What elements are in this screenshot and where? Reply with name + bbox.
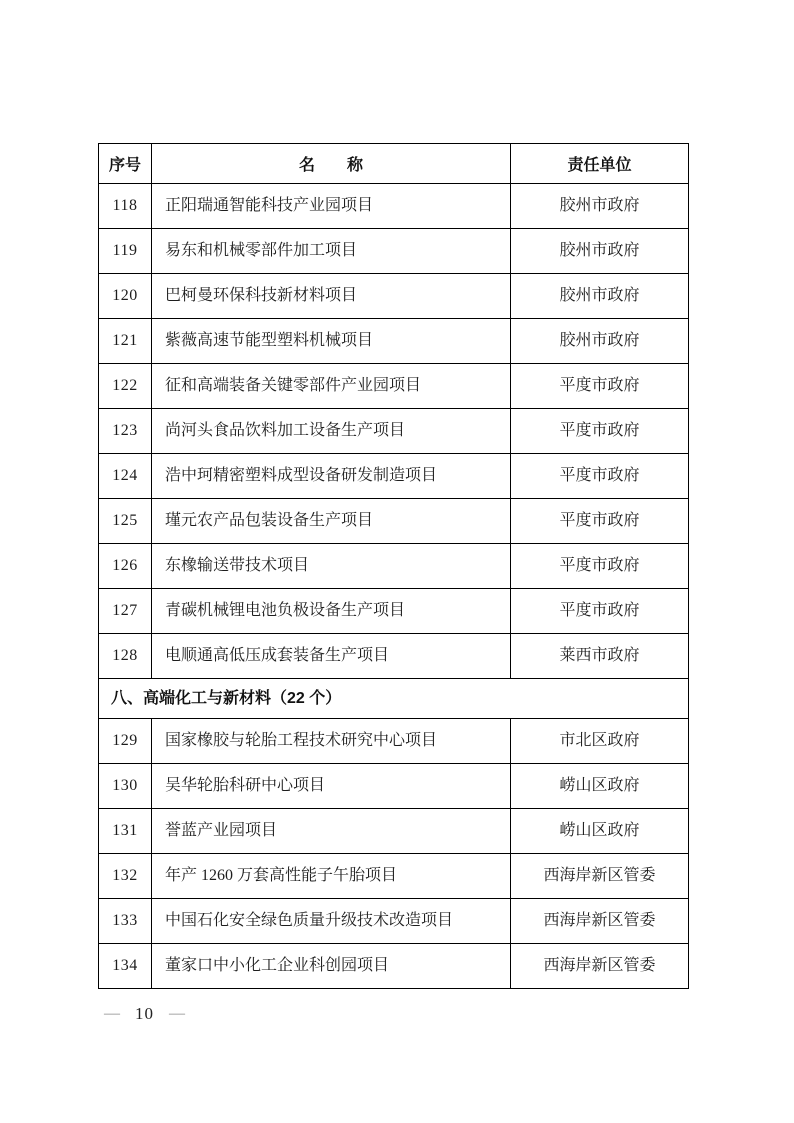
serial-cell: 127: [99, 589, 152, 634]
name-cell: 年产 1260 万套高性能子午胎项目: [152, 854, 511, 899]
projects-table: [98, 143, 689, 989]
unit-cell: 莱西市政府: [511, 634, 689, 679]
unit-cell: 胶州市政府: [511, 229, 689, 274]
serial-cell: 125: [99, 499, 152, 544]
unit-cell: 胶州市政府: [511, 274, 689, 319]
table-row: [99, 809, 689, 854]
serial-cell: 120: [99, 274, 152, 319]
name-cell: 国家橡胶与轮胎工程技术研究中心项目: [152, 719, 511, 764]
section-header-title: 八、高端化工与新材料（22 个）: [99, 679, 689, 719]
unit-cell: 西海岸新区管委: [511, 899, 689, 944]
table-row: [99, 499, 689, 544]
serial-cell: 119: [99, 229, 152, 274]
serial-cell: 132: [99, 854, 152, 899]
unit-cell: 西海岸新区管委: [511, 944, 689, 989]
serial-cell: 128: [99, 634, 152, 679]
unit-cell: 平度市政府: [511, 544, 689, 589]
footer-dash-right: —: [169, 1005, 185, 1022]
unit-cell: 胶州市政府: [511, 319, 689, 364]
name-cell: 青碳机械锂电池负极设备生产项目: [152, 589, 511, 634]
serial-cell: 122: [99, 364, 152, 409]
serial-cell: 126: [99, 544, 152, 589]
serial-cell: 118: [99, 184, 152, 229]
unit-cell: 崂山区政府: [511, 764, 689, 809]
serial-cell: 130: [99, 764, 152, 809]
serial-cell: 123: [99, 409, 152, 454]
name-cell: 征和高端装备关键零部件产业园项目: [152, 364, 511, 409]
unit-cell: 平度市政府: [511, 364, 689, 409]
table-row: [99, 184, 689, 229]
table-row: [99, 634, 689, 679]
table-row: [99, 944, 689, 989]
footer-dash-left: —: [104, 1005, 120, 1022]
unit-cell: 平度市政府: [511, 454, 689, 499]
name-cell: 东橡输送带技术项目: [152, 544, 511, 589]
table-row: [99, 274, 689, 319]
table-row: [99, 899, 689, 944]
section-header-row: [99, 679, 689, 719]
unit-cell: 平度市政府: [511, 499, 689, 544]
name-cell: 电顺通高低压成套装备生产项目: [152, 634, 511, 679]
table-row: [99, 854, 689, 899]
name-cell: 中国石化安全绿色质量升级技术改造项目: [152, 899, 511, 944]
serial-cell: 129: [99, 719, 152, 764]
serial-cell: 133: [99, 899, 152, 944]
unit-cell: 平度市政府: [511, 589, 689, 634]
name-cell: 浩中珂精密塑料成型设备研发制造项目: [152, 454, 511, 499]
name-cell: 紫薇高速节能型塑料机械项目: [152, 319, 511, 364]
unit-cell: 市北区政府: [511, 719, 689, 764]
name-cell: 誉蓝产业园项目: [152, 809, 511, 854]
unit-cell: 崂山区政府: [511, 809, 689, 854]
serial-cell: 124: [99, 454, 152, 499]
table-header-row: [99, 144, 689, 184]
table-row: [99, 544, 689, 589]
unit-cell: 胶州市政府: [511, 184, 689, 229]
table-row: [99, 229, 689, 274]
table-row: [99, 589, 689, 634]
column-header-name: 名 称: [152, 144, 511, 184]
unit-cell: 平度市政府: [511, 409, 689, 454]
serial-cell: 134: [99, 944, 152, 989]
serial-cell: 131: [99, 809, 152, 854]
name-cell: 瑾元农产品包装设备生产项目: [152, 499, 511, 544]
name-cell: 正阳瑞通智能科技产业园项目: [152, 184, 511, 229]
table-row: [99, 719, 689, 764]
table-row: [99, 764, 689, 809]
serial-cell: 121: [99, 319, 152, 364]
footer-page-number: 10: [135, 1004, 154, 1023]
page-footer: [104, 1004, 185, 1024]
table-row: [99, 319, 689, 364]
unit-cell: 西海岸新区管委: [511, 854, 689, 899]
column-header-serial: 序号: [99, 144, 152, 184]
name-cell: 吴华轮胎科研中心项目: [152, 764, 511, 809]
table-row: [99, 454, 689, 499]
name-cell: 董家口中小化工企业科创园项目: [152, 944, 511, 989]
name-cell: 尚河头食品饮料加工设备生产项目: [152, 409, 511, 454]
name-cell: 巴柯曼环保科技新材料项目: [152, 274, 511, 319]
column-header-unit: 责任单位: [511, 144, 689, 184]
table-row: [99, 409, 689, 454]
table-row: [99, 364, 689, 409]
name-cell: 易东和机械零部件加工项目: [152, 229, 511, 274]
